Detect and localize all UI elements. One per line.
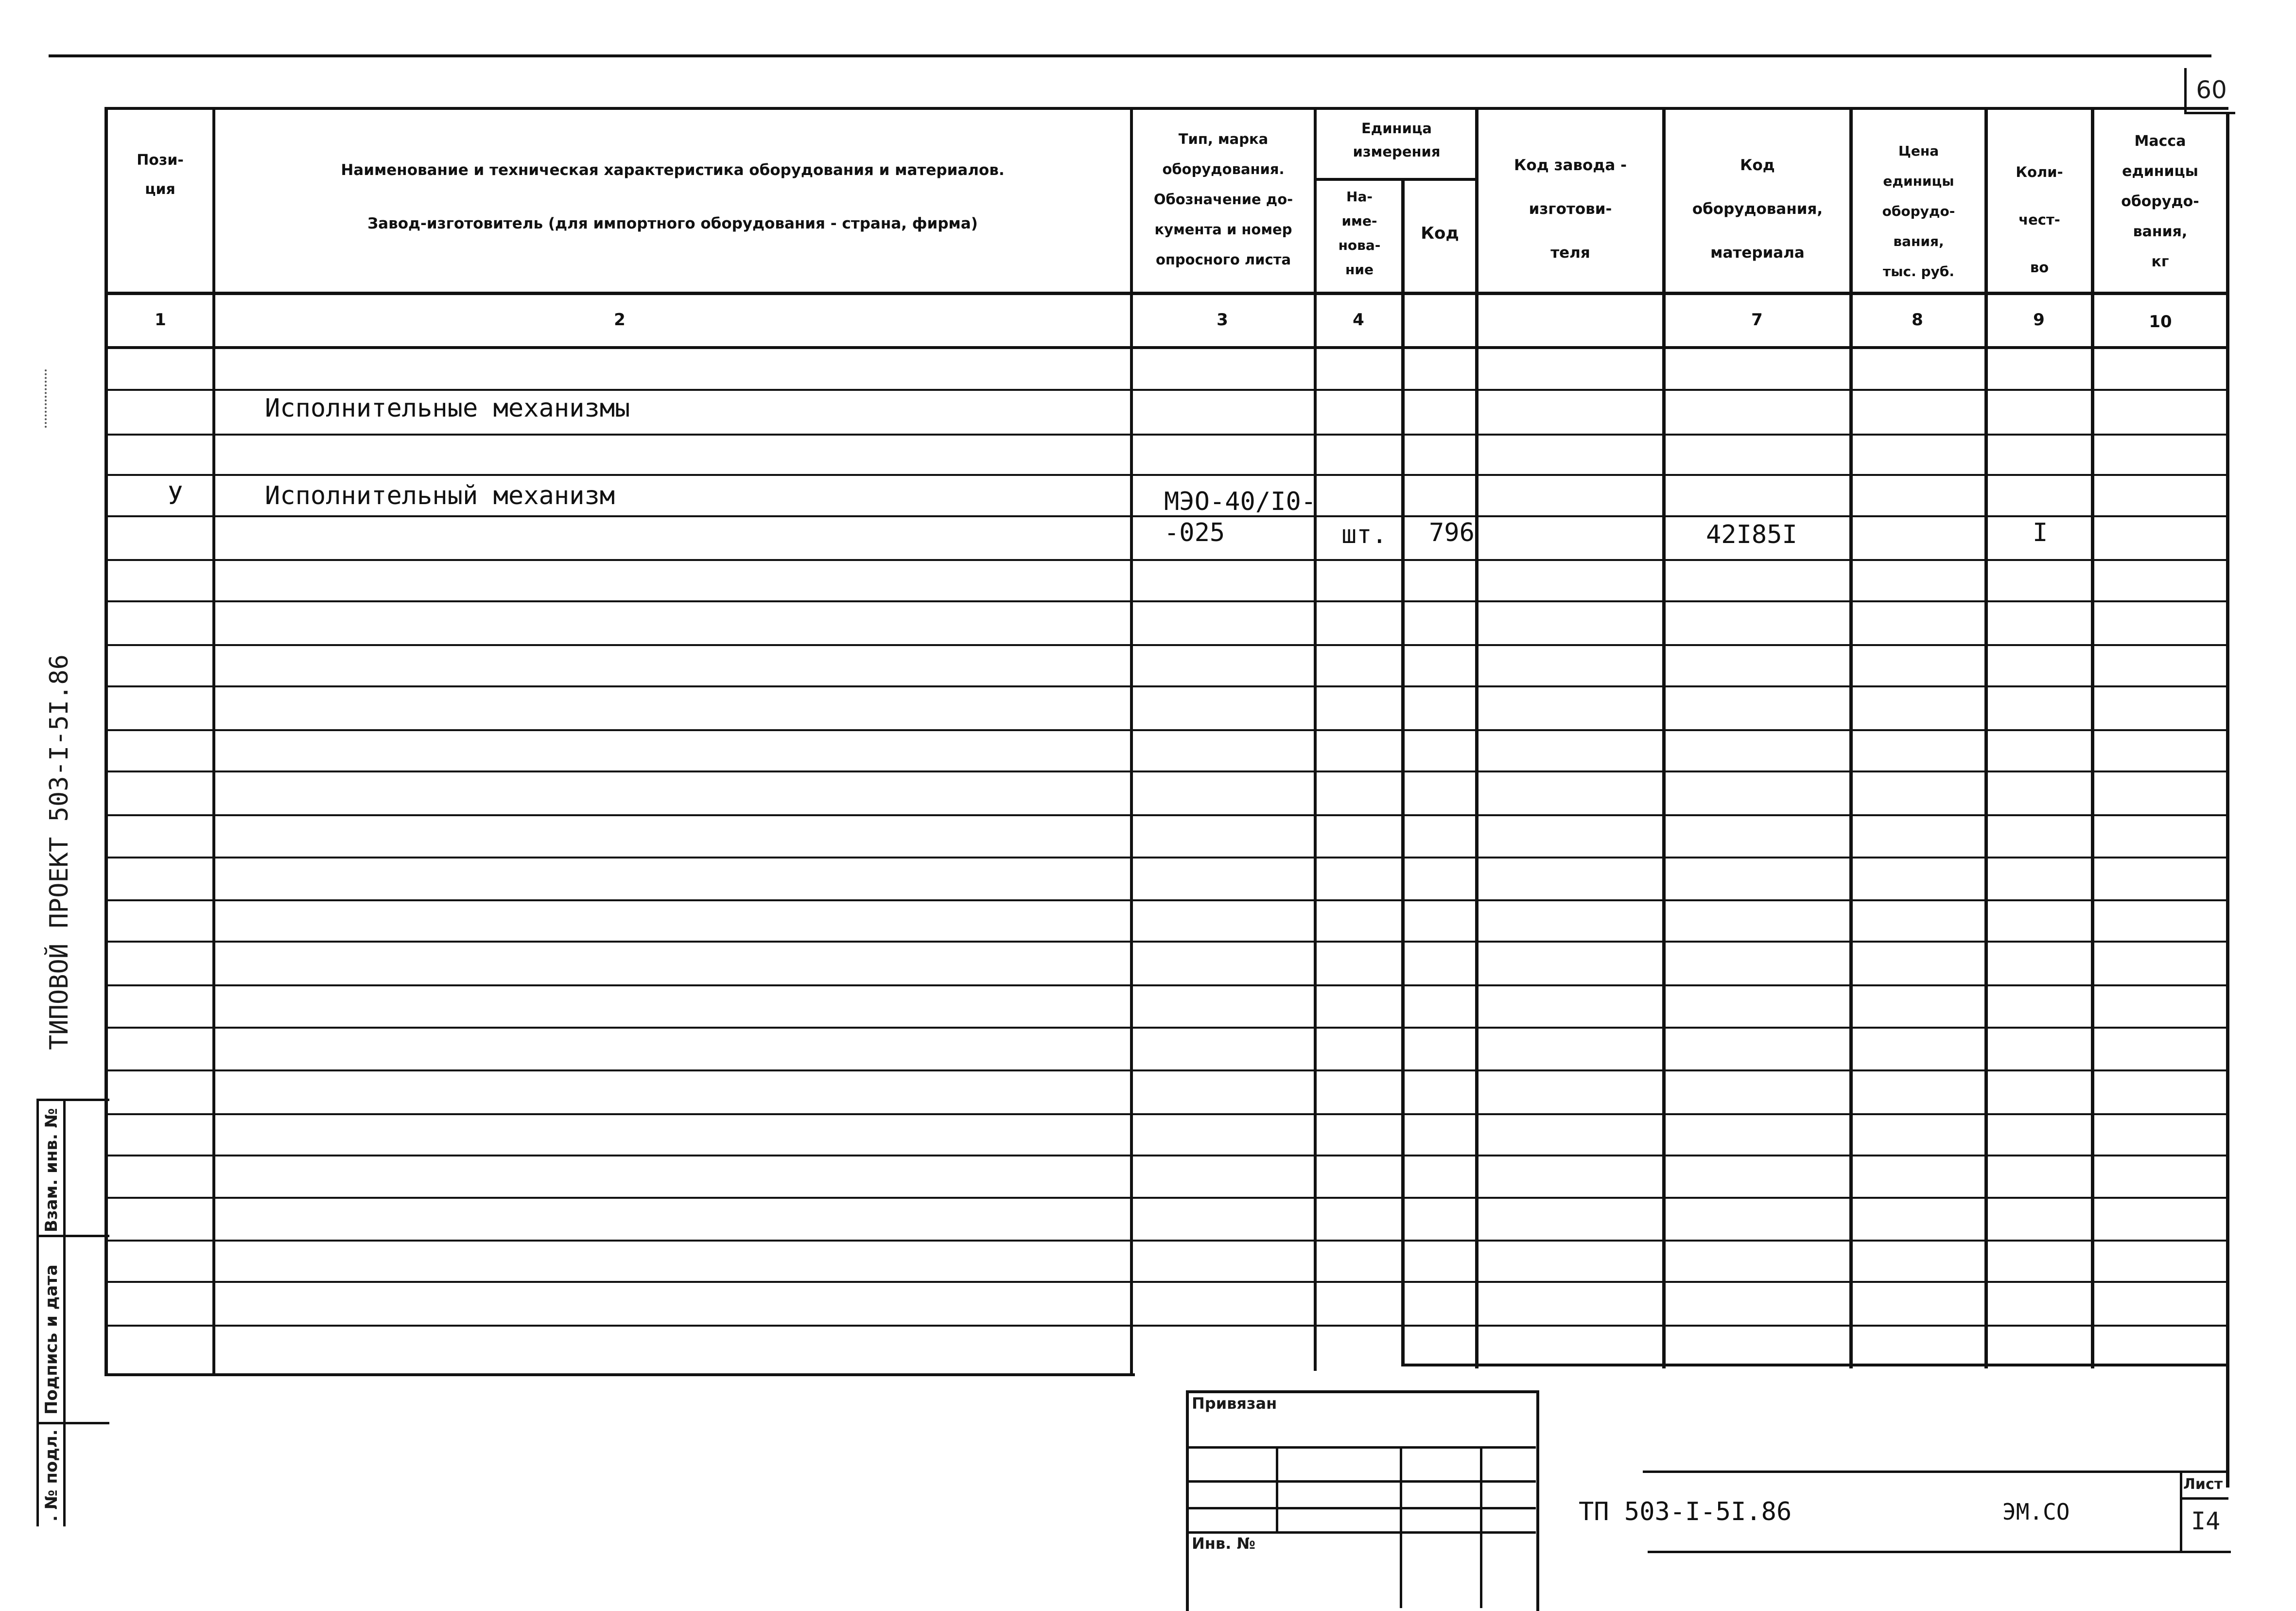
header-quantity: Коли- чест- во: [2016, 164, 2063, 276]
side-label-replace-inv: Взам. инв. №: [42, 1108, 61, 1232]
col-number-10: 10: [2149, 312, 2172, 332]
table-row-rule: [104, 941, 2228, 943]
table-row-rule: [104, 389, 2228, 391]
doc-mark: ЭМ.СО: [2002, 1499, 2070, 1525]
section-title: Исполнительные механизмы: [265, 394, 630, 423]
header-unit-code: Код: [1421, 224, 1459, 243]
stamp-inv-label: Инв. №: [1192, 1534, 1255, 1552]
stamp-bound-label: Привязан: [1192, 1394, 1277, 1413]
sheet-number: I4: [2191, 1507, 2221, 1535]
side-block-mid: [63, 1099, 66, 1526]
title-block-bottom: [1648, 1551, 2231, 1553]
table-row-rule: [104, 770, 2228, 772]
col-number-2: 2: [614, 310, 626, 330]
col-divider-2: [1130, 107, 1133, 1376]
col-number-3: 3: [1217, 310, 1228, 330]
table-bottom-rule-right: [1401, 1364, 2227, 1366]
table-row-rule: [104, 1113, 2228, 1115]
stamp-row-2: [1186, 1480, 1536, 1483]
header-position: Пози- ция: [137, 152, 184, 198]
item-quantity: I: [2033, 518, 2048, 547]
doc-code: ТП 503-I-5I.86: [1579, 1497, 1792, 1526]
side-block-left: [36, 1099, 39, 1526]
table-left-border: [104, 107, 108, 1376]
side-block-top: [36, 1099, 109, 1101]
header-manufacturer-code: Код завода - изготови- теля: [1514, 157, 1627, 262]
table-row-rule: [104, 1325, 2228, 1327]
stamp-frame: [1186, 1390, 1539, 1611]
table-row-rule: [104, 600, 2228, 602]
unit-group-rule: [1314, 178, 1477, 181]
sheet-label: Лист: [2183, 1476, 2223, 1493]
header-name-line2: Завод-изготовитель (для импортного оборудования - страна, фирма): [367, 215, 978, 232]
header-unit-group: Единица измерения: [1353, 120, 1441, 160]
col-number-1: 1: [155, 310, 166, 330]
col-divider-9: [2091, 109, 2094, 1368]
table-row-rule: [104, 1069, 2228, 1071]
col-divider-7: [1849, 109, 1853, 1368]
side-mark: [45, 369, 55, 428]
table-row-rule: [104, 814, 2228, 816]
header-bottom-rule: [104, 292, 2228, 295]
col-number-4: 4: [1353, 310, 1364, 330]
stamp-col-1: [1276, 1446, 1278, 1534]
table-row-rule: [104, 1155, 2228, 1156]
stamp-col-3: [1480, 1446, 1482, 1608]
col-divider-3: [1314, 107, 1317, 1371]
page-number: 60: [2196, 76, 2227, 104]
col-number-9: 9: [2033, 310, 2045, 330]
header-equipment-code: Код оборудования, материала: [1692, 157, 1823, 262]
header-name-line1: Наименование и техническая характеристика оборудования и материалов.: [341, 161, 1005, 179]
stamp-col-2: [1400, 1446, 1402, 1608]
stamp-row-3: [1186, 1507, 1536, 1509]
col-number-7: 7: [1751, 310, 1763, 330]
col-divider-5: [1475, 109, 1478, 1368]
table-row-rule: [104, 729, 2228, 731]
header-unit-name: На- име- нова- ние: [1338, 189, 1381, 278]
number-row-bottom-rule: [104, 346, 2228, 349]
table-row-rule: [104, 984, 2228, 986]
col-divider-6: [1662, 109, 1666, 1368]
table-row-rule: [104, 1197, 2228, 1199]
header-mass: Масса единицы оборудо- вания, кг: [2121, 133, 2199, 270]
item-unit: шт.: [1341, 520, 1387, 549]
col-divider-8: [1984, 109, 1988, 1368]
item-type-line1: МЭО-40/I0-: [1164, 487, 1317, 516]
col-divider-1: [212, 107, 215, 1376]
item-equipment-code: 42I85I: [1706, 520, 1797, 549]
table-top-border: [104, 107, 2228, 110]
table-row-rule: [104, 899, 2228, 901]
header-type: Тип, марка оборудования. Обозначение до- кумента и номер опросного листа: [1153, 131, 1293, 268]
header-price: Цена единицы оборудо- вания, тыс. руб.: [1882, 143, 1955, 280]
table-row-rule: [104, 474, 2228, 476]
sheet-box-mid: [2180, 1497, 2228, 1500]
table-row-rule: [104, 559, 2228, 561]
table-row-rule: [104, 685, 2228, 687]
table-row-rule: [104, 1027, 2228, 1029]
table-row-rule: [104, 434, 2228, 436]
col-divider-4: [1401, 180, 1405, 1366]
item-type-line2: -025: [1164, 518, 1225, 547]
item-unit-code: 796: [1429, 518, 1475, 547]
table-row-rule: [104, 644, 2228, 646]
table-row-rule: [104, 1281, 2228, 1283]
side-block-div2: [36, 1422, 109, 1424]
item-name: Исполнительный механизм: [265, 481, 615, 510]
side-label-project: ТИПОВОЙ ПРОЕКТ 503-I-5I.86: [45, 654, 74, 1050]
side-label-inv-original: . № подл.: [42, 1429, 61, 1522]
stamp-row-1: [1186, 1446, 1536, 1449]
top-rule: [49, 54, 2211, 57]
table-row-rule: [104, 857, 2228, 858]
side-label-sign-date: Подпись и дата: [42, 1264, 61, 1415]
side-block-div1: [36, 1235, 109, 1237]
col-number-8: 8: [1912, 310, 1923, 330]
table-row-rule: [104, 1240, 2228, 1242]
table-bottom-rule: [104, 1373, 1135, 1376]
title-block-top: [1643, 1471, 2228, 1473]
item-position: У: [168, 481, 183, 510]
